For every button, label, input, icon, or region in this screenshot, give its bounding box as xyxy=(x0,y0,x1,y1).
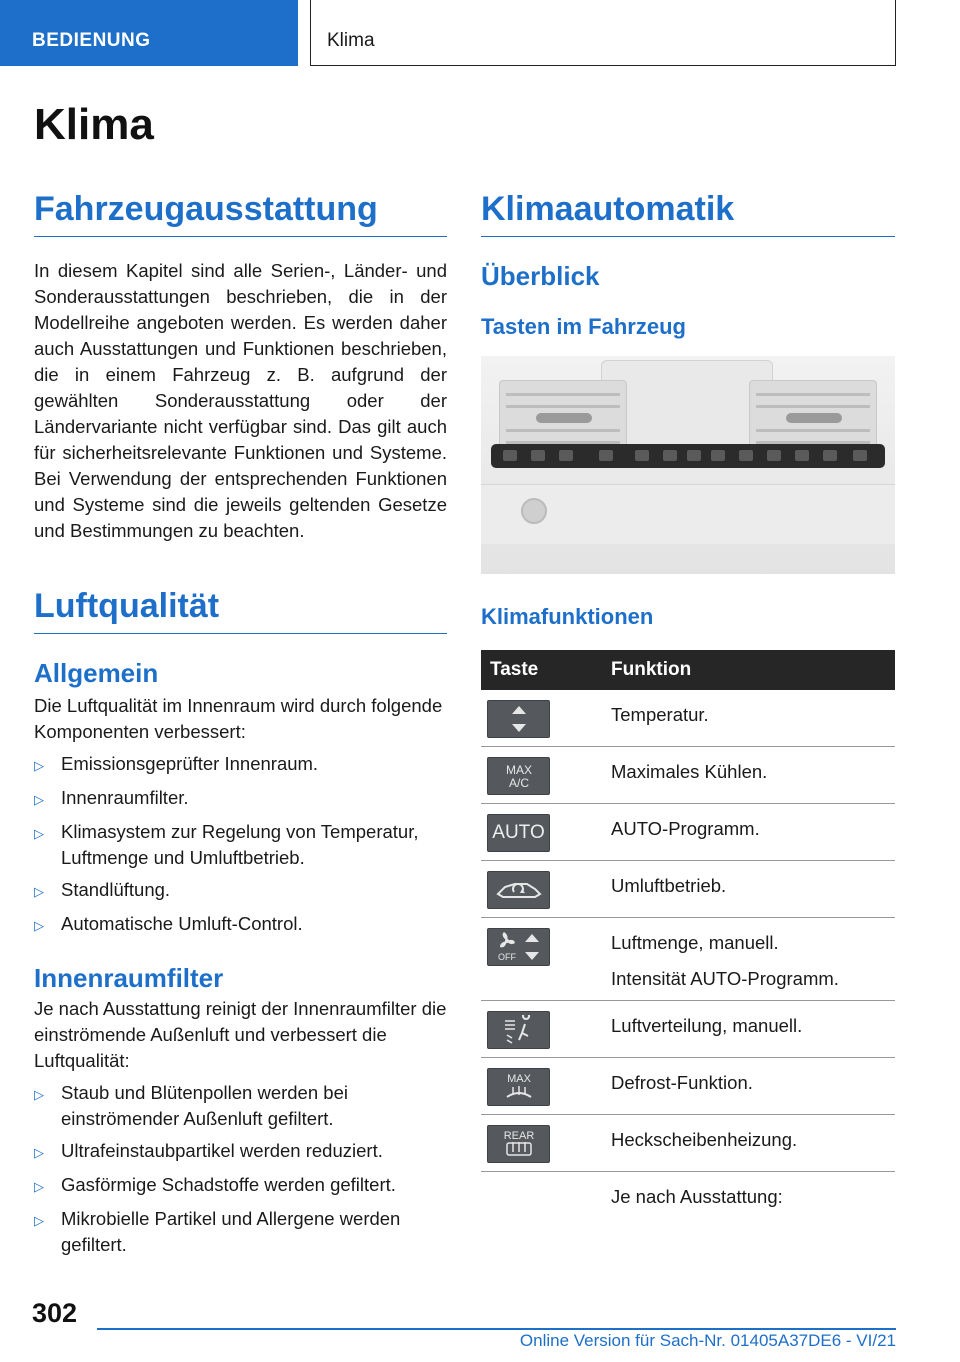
heading-klimafunktionen: Klimafunktionen xyxy=(481,604,654,629)
footer-rule xyxy=(97,1328,896,1330)
heading-fahrzeugausstattung: Fahrzeugausstattung xyxy=(34,190,447,237)
function-text: Temperatur. xyxy=(603,690,895,747)
list-item: ▷ Ultrafeinstaubpartikel werden reduziert. xyxy=(34,1138,447,1166)
page-number: 302 xyxy=(32,1298,78,1328)
table-header-row xyxy=(481,650,895,690)
bullet-triangle-icon: ▷ xyxy=(34,1087,44,1102)
control-dial xyxy=(521,498,547,524)
function-text: Maximales Kühlen. xyxy=(603,747,895,804)
table-row xyxy=(481,747,895,804)
page-title: Klima xyxy=(34,100,154,149)
functions-table xyxy=(481,650,895,1218)
table-row xyxy=(481,1058,895,1115)
table-row xyxy=(481,1115,895,1172)
bullet-triangle-icon: ▷ xyxy=(34,884,44,899)
function-text: Defrost-Funktion. xyxy=(603,1058,895,1115)
function-text: AUTO-Programm. xyxy=(603,804,895,861)
heading-innenraumfilter: Innenraumfilter xyxy=(34,963,224,993)
footer-online-version: Online Version für Sach-Nr. 01405A37DE6 - VI/21 xyxy=(519,1331,896,1350)
list-item: ▷ Klimasystem zur Regelung von Temperatur, Luftmenge und Umluftbetrieb. xyxy=(34,821,419,868)
function-text: Umluftbetrieb. xyxy=(603,861,895,918)
climate-control-panel xyxy=(491,444,885,468)
table-row xyxy=(481,690,895,747)
column-header-funktion: Funktion xyxy=(603,650,895,690)
table-row xyxy=(481,804,895,861)
list-item: ▷ Standlüftung. xyxy=(34,877,447,905)
fahrzeug-paragraph: In diesem Kapitel sind alle Serien-, Länder- und Sonderausstattungen beschrieben, die in der Modellreihe angeboten werden. Es werden daher auch Ausstattungen und Funktionen beschrieben, die in einem Fahrzeug z. B. aufgrund der gewählten Sonderausstattung oder der Ländervariante nicht verfügbar sind. Das gilt auch für sicherheitsrelevante Funktionen und Systeme. Bei Verwendung der entsprechenden Funktionen und Systeme sind die jeweils geltenden Gesetze und Bestimmungen zu beachten. xyxy=(34,260,447,541)
heading-luftqualitaet: Luftqualität xyxy=(34,587,447,634)
max-ac-icon xyxy=(487,757,550,795)
table-row xyxy=(481,861,895,918)
bullet-triangle-icon: ▷ xyxy=(34,792,44,807)
column-header-taste: Taste xyxy=(481,650,603,690)
svg-text:A/C: A/C xyxy=(508,776,529,790)
svg-text:OFF: OFF xyxy=(497,952,516,962)
allgemein-list xyxy=(34,751,447,939)
bullet-triangle-icon: ▷ xyxy=(34,826,44,841)
function-text: Je nach Ausstattung: xyxy=(611,1186,783,1207)
bullet-triangle-icon: ▷ xyxy=(34,918,44,933)
allgemein-paragraph: Die Luftqualität im Innenraum wird durch folgende Komponenten verbessert: xyxy=(34,695,443,742)
list-item: ▷ Innenraumfilter. xyxy=(34,785,447,813)
air-distribution-icon xyxy=(487,1011,550,1049)
right-column xyxy=(481,190,895,1218)
max-defrost-icon xyxy=(487,1068,550,1106)
heading-allgemein: Allgemein xyxy=(34,658,159,688)
list-item: ▷ Emissionsgeprüfter Innenraum. xyxy=(34,751,447,779)
list-item: ▷ Automatische Umluft-Control. xyxy=(34,911,447,939)
function-text: Heckscheibenheizung. xyxy=(603,1115,895,1172)
dashboard-photo xyxy=(481,356,895,574)
table-row xyxy=(481,918,895,1001)
heading-ueberblick: Überblick xyxy=(481,261,600,291)
filter-paragraph: Je nach Ausstattung reinigt der Innenraumfilter die einströmende Außenluft und verbessert die Luftqualität: xyxy=(34,998,447,1071)
temperature-arrows-icon xyxy=(487,700,550,738)
filter-list xyxy=(34,1080,447,1258)
svg-text:MAX: MAX xyxy=(505,763,532,777)
table-row xyxy=(481,1001,895,1058)
bullet-triangle-icon: ▷ xyxy=(34,1213,44,1228)
heading-tasten: Tasten im Fahrzeug xyxy=(481,314,686,339)
heading-klimaautomatik: Klimaautomatik xyxy=(481,190,895,237)
table-row xyxy=(481,1172,895,1219)
svg-text:MAX: MAX xyxy=(506,1073,531,1085)
rear-defrost-icon xyxy=(487,1125,550,1163)
list-item: ▷ Staub und Blütenpollen werden bei einströmender Außenluft gefiltert. xyxy=(34,1082,348,1129)
function-text: Luftmenge, manuell. Intensität AUTO-Programm. xyxy=(603,918,895,1001)
left-column xyxy=(34,190,447,1258)
list-item: ▷ Mikrobielle Partikel und Allergene werden gefiltert. xyxy=(34,1208,401,1255)
section-tab: BEDIENUNG xyxy=(0,0,298,66)
function-text: Luftverteilung, manuell. xyxy=(603,1001,895,1058)
bullet-triangle-icon: ▷ xyxy=(34,1179,44,1194)
list-item: ▷ Gasförmige Schadstoffe werden gefiltert. xyxy=(34,1172,447,1200)
bullet-triangle-icon: ▷ xyxy=(34,758,44,773)
recirculation-car-icon xyxy=(487,871,550,909)
svg-text:REAR: REAR xyxy=(503,1130,534,1142)
fan-off-icon xyxy=(487,928,550,966)
bullet-triangle-icon: ▷ xyxy=(34,1145,44,1160)
chapter-tab: Klima xyxy=(310,0,896,66)
auto-icon: AUTO xyxy=(487,814,550,852)
